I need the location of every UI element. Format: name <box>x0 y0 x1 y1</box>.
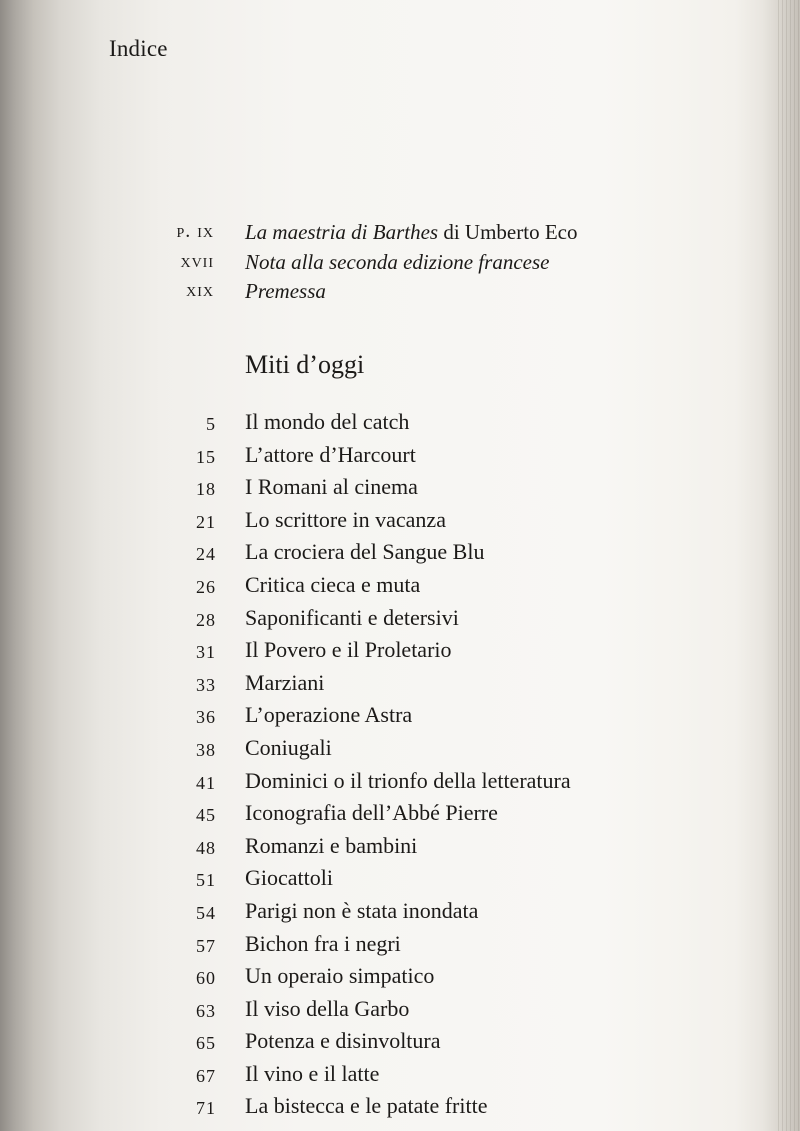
front-matter-list <box>0 220 800 309</box>
front-matter-item <box>0 279 800 309</box>
toc-title: Il Povero e il Proletario <box>245 637 452 663</box>
toc-title: Bichon fra i negri <box>245 930 401 956</box>
toc-entry <box>0 735 800 768</box>
toc-title: Giocattoli <box>245 865 333 891</box>
toc-entry <box>0 702 800 735</box>
toc-entry <box>0 507 800 540</box>
toc-page-number: 57 <box>196 935 216 956</box>
toc-title: Potenza e disinvoltura <box>245 1028 441 1054</box>
toc-page-number: 48 <box>196 837 216 858</box>
toc-title: Coniugali <box>245 734 332 760</box>
toc-page-number: 15 <box>196 446 216 467</box>
toc-entry <box>0 539 800 572</box>
toc-page-number: 21 <box>196 511 216 532</box>
toc-entry <box>0 800 800 833</box>
toc-page-number: 5 <box>206 414 216 434</box>
toc-page-number: 65 <box>196 1033 216 1054</box>
toc-page-number: 36 <box>196 707 216 728</box>
section-title: Miti d’oggi <box>245 350 365 379</box>
toc-page-number: 26 <box>196 576 216 597</box>
front-matter-title: La maestria di Barthes <box>245 220 439 244</box>
toc-title: Critica cieca e muta <box>245 571 421 597</box>
toc-title: Iconografia dell’Abbé Pierre <box>245 800 498 826</box>
toc-page-number: 71 <box>196 1098 216 1119</box>
toc-page-number: 38 <box>196 739 216 760</box>
toc-page-number: 51 <box>196 870 216 891</box>
toc-entry <box>0 768 800 801</box>
toc-entry <box>0 1061 800 1094</box>
toc-entry <box>0 833 800 866</box>
toc-page-number: 67 <box>196 1065 216 1086</box>
toc-title: La bistecca e le patate fritte <box>245 1093 488 1119</box>
front-matter-entry <box>245 250 549 275</box>
toc-entry <box>0 931 800 964</box>
toc-title: Dominici o il trionfo della letteratura <box>245 767 571 793</box>
toc-entry <box>0 1028 800 1061</box>
front-matter-page-number: xix <box>186 279 214 301</box>
front-matter-title: Nota alla seconda edizione francese <box>245 249 550 274</box>
front-matter-page-number: p. ix <box>176 220 214 242</box>
toc-title: Saponificanti e detersivi <box>245 604 459 630</box>
toc-title: Parigi non è stata inondata <box>245 897 479 923</box>
toc-entry <box>0 670 800 703</box>
toc-entry <box>0 442 800 475</box>
front-matter-entry <box>245 220 577 245</box>
toc-title: Il viso della Garbo <box>245 995 410 1021</box>
toc-page-number: 31 <box>196 642 216 663</box>
toc-title: Romanzi e bambini <box>245 832 418 858</box>
toc-title: I Romani al cinema <box>245 474 418 500</box>
toc-title: Il vino e il latte <box>245 1060 380 1086</box>
front-matter-title: Premessa <box>245 279 326 303</box>
toc-title: L’attore d’Harcourt <box>245 441 416 467</box>
toc-title: Lo scrittore in vacanza <box>245 506 446 532</box>
toc-title: L’operazione Astra <box>245 702 413 728</box>
toc-entry <box>0 898 800 931</box>
toc-page-number: 54 <box>196 902 216 923</box>
toc-list <box>0 409 800 1126</box>
toc-page-number: 33 <box>196 674 216 695</box>
toc-entry <box>0 1093 800 1126</box>
toc-page-number: 45 <box>196 805 216 826</box>
toc-entry <box>0 474 800 507</box>
toc-title: Il mondo del catch <box>245 409 410 434</box>
page-header: Indice <box>109 36 168 61</box>
toc-entry <box>0 409 800 442</box>
toc-page-number: 41 <box>196 772 216 793</box>
toc-page-number: 63 <box>196 1000 216 1021</box>
front-matter-author: di Umberto Eco <box>438 220 578 244</box>
toc-page-number: 60 <box>196 968 216 989</box>
toc-entry <box>0 605 800 638</box>
toc-entry <box>0 637 800 670</box>
toc-page-number: 24 <box>196 544 216 565</box>
toc-page-number: 28 <box>196 609 216 630</box>
toc-entry <box>0 996 800 1029</box>
toc-title: Un operaio simpatico <box>245 963 435 989</box>
front-matter-page-number: xvii <box>180 249 214 272</box>
toc-page-number: 18 <box>196 479 216 500</box>
toc-entry <box>0 572 800 605</box>
front-matter-entry <box>245 279 326 304</box>
front-matter-item <box>0 250 800 280</box>
toc-entry <box>0 865 800 898</box>
front-matter-item <box>0 220 800 250</box>
toc-title: La crociera del Sangue Blu <box>245 539 485 565</box>
toc-entry <box>0 963 800 996</box>
toc-title: Marziani <box>245 669 325 695</box>
